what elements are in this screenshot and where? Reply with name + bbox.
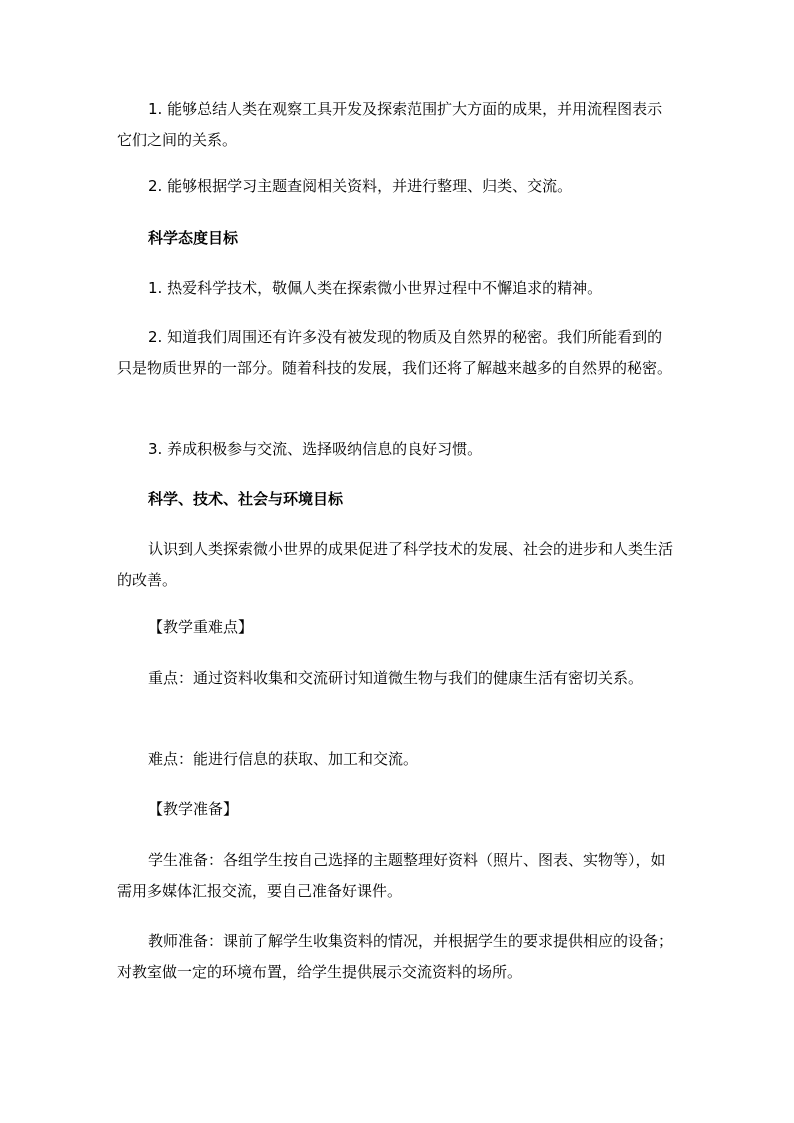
paragraph-key-point: 重点：通过资料收集和交流研讨知道微生物与我们的健康生活有密切关系。 — [148, 669, 644, 687]
paragraph-nature-secrets: 2. 知道我们周围还有许多没有被发现的物质及自然界的秘密。我们所能看到的只是物质世界的一部分。随着科技的发展，我们还将了解越来越多的自然界的秘密。 — [117, 328, 673, 377]
heading-teaching-preparation: 【教学准备】 — [148, 800, 239, 818]
heading-key-difficulties: 【教学重难点】 — [148, 618, 254, 636]
heading-science-attitude-goals: 科学态度目标 — [148, 229, 239, 247]
paragraph-teacher-preparation: 教师准备：课前了解学生收集资料的情况，并根据学生的要求提供相应的设备；对教室做一定的环境布置，给学生提供展示交流资料的场所。 — [117, 932, 674, 981]
paragraph-stse-content: 认识到人类探索微小世界的成果促进了科学技术的发展、社会的进步和人类生活的改善。 — [117, 540, 674, 589]
paragraph-research-goal: 2. 能够根据学习主题查阅相关资料，并进行整理、归类、交流。 — [148, 177, 573, 195]
paragraph-love-science: 1. 热爱科学技术，敬佩人类在探索微小世界过程中不懈追求的精神。 — [148, 279, 603, 297]
paragraph-difficulty: 难点：能进行信息的获取、加工和交流。 — [148, 750, 419, 768]
paragraph-communication-habit: 3. 养成积极参与交流、选择吸纳信息的良好习惯。 — [148, 440, 483, 458]
heading-stse-goals: 科学、技术、社会与环境目标 — [148, 490, 344, 508]
paragraph-observation-tools-goal: 1. 能够总结人类在观察工具开发及探索范围扩大方面的成果，并用流程图表示它们之间的关系。 — [117, 100, 663, 149]
paragraph-student-preparation: 学生准备：各组学生按自己选择的主题整理好资料（照片、图表、实物等），如需用多媒体汇报交流，要自己准备好课件。 — [117, 851, 666, 900]
